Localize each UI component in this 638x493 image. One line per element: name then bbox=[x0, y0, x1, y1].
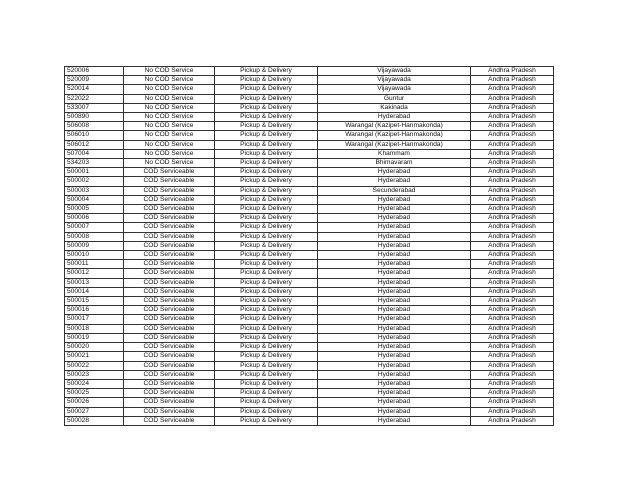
cod-status-cell: COD Serviceable bbox=[124, 278, 215, 287]
table-row bbox=[65, 361, 554, 370]
city-cell: Hyderabad bbox=[318, 389, 471, 398]
state-cell: Andhra Pradesh bbox=[471, 76, 554, 85]
table-row bbox=[65, 352, 554, 361]
pincode-cell: 500011 bbox=[65, 260, 124, 269]
state-cell: Andhra Pradesh bbox=[471, 186, 554, 195]
pincode-cell: 500005 bbox=[65, 205, 124, 214]
pincode-cell: 506010 bbox=[65, 131, 124, 140]
state-cell: Andhra Pradesh bbox=[471, 177, 554, 186]
cod-status-cell: COD Serviceable bbox=[124, 195, 215, 204]
cod-status-cell: COD Serviceable bbox=[124, 232, 215, 241]
pincode-cell: 500021 bbox=[65, 352, 124, 361]
cod-status-cell: COD Serviceable bbox=[124, 361, 215, 370]
table-row bbox=[65, 205, 554, 214]
state-cell: Andhra Pradesh bbox=[471, 324, 554, 333]
city-cell: Hyderabad bbox=[318, 407, 471, 416]
city-cell: Warangal (Kazipet-Hanmakonda) bbox=[318, 122, 471, 131]
table-row bbox=[65, 241, 554, 250]
city-cell: Hyderabad bbox=[318, 260, 471, 269]
city-cell: Hyderabad bbox=[318, 379, 471, 388]
pincode-cell: 507004 bbox=[65, 149, 124, 158]
state-cell: Andhra Pradesh bbox=[471, 407, 554, 416]
city-cell: Bhimavaram bbox=[318, 159, 471, 168]
city-cell: Hyderabad bbox=[318, 195, 471, 204]
service-type-cell: Pickup & Delivery bbox=[215, 407, 318, 416]
service-type-cell: Pickup & Delivery bbox=[215, 306, 318, 315]
service-type-cell: Pickup & Delivery bbox=[215, 76, 318, 85]
city-cell: Hyderabad bbox=[318, 168, 471, 177]
cod-status-cell: No COD Service bbox=[124, 103, 215, 112]
pincode-cell: 500027 bbox=[65, 407, 124, 416]
cod-status-cell: COD Serviceable bbox=[124, 315, 215, 324]
service-type-cell: Pickup & Delivery bbox=[215, 297, 318, 306]
pincode-cell: 500015 bbox=[65, 297, 124, 306]
state-cell: Andhra Pradesh bbox=[471, 241, 554, 250]
pincode-cell: 500016 bbox=[65, 306, 124, 315]
table-row bbox=[65, 370, 554, 379]
table-row bbox=[65, 76, 554, 85]
state-cell: Andhra Pradesh bbox=[471, 195, 554, 204]
pincode-cell: 500010 bbox=[65, 251, 124, 260]
cod-status-cell: COD Serviceable bbox=[124, 370, 215, 379]
cod-status-cell: COD Serviceable bbox=[124, 223, 215, 232]
cod-status-cell: COD Serviceable bbox=[124, 297, 215, 306]
cod-status-cell: No COD Service bbox=[124, 94, 215, 103]
cod-status-cell: COD Serviceable bbox=[124, 389, 215, 398]
service-type-cell: Pickup & Delivery bbox=[215, 287, 318, 296]
pincode-cell: 500012 bbox=[65, 269, 124, 278]
state-cell: Andhra Pradesh bbox=[471, 159, 554, 168]
table-row bbox=[65, 67, 554, 76]
table-row bbox=[65, 306, 554, 315]
state-cell: Andhra Pradesh bbox=[471, 131, 554, 140]
state-cell: Andhra Pradesh bbox=[471, 94, 554, 103]
city-cell: Hyderabad bbox=[318, 324, 471, 333]
city-cell: Hyderabad bbox=[318, 297, 471, 306]
pincode-cell: 500007 bbox=[65, 223, 124, 232]
service-type-cell: Pickup & Delivery bbox=[215, 168, 318, 177]
table-row bbox=[65, 214, 554, 223]
table-row bbox=[65, 251, 554, 260]
state-cell: Andhra Pradesh bbox=[471, 269, 554, 278]
city-cell: Hyderabad bbox=[318, 214, 471, 223]
service-type-cell: Pickup & Delivery bbox=[215, 177, 318, 186]
city-cell: Hyderabad bbox=[318, 278, 471, 287]
state-cell: Andhra Pradesh bbox=[471, 168, 554, 177]
city-cell: Hyderabad bbox=[318, 223, 471, 232]
pincode-cell: 500020 bbox=[65, 343, 124, 352]
state-cell: Andhra Pradesh bbox=[471, 278, 554, 287]
cod-status-cell: COD Serviceable bbox=[124, 241, 215, 250]
table-row bbox=[65, 407, 554, 416]
service-type-cell: Pickup & Delivery bbox=[215, 370, 318, 379]
pincode-cell: 500014 bbox=[65, 287, 124, 296]
state-cell: Andhra Pradesh bbox=[471, 315, 554, 324]
service-type-cell: Pickup & Delivery bbox=[215, 103, 318, 112]
table-row bbox=[65, 278, 554, 287]
table-row bbox=[65, 149, 554, 158]
state-cell: Andhra Pradesh bbox=[471, 103, 554, 112]
state-cell: Andhra Pradesh bbox=[471, 416, 554, 425]
cod-status-cell: COD Serviceable bbox=[124, 324, 215, 333]
state-cell: Andhra Pradesh bbox=[471, 214, 554, 223]
cod-status-cell: COD Serviceable bbox=[124, 168, 215, 177]
state-cell: Andhra Pradesh bbox=[471, 287, 554, 296]
cod-status-cell: COD Serviceable bbox=[124, 287, 215, 296]
table-row bbox=[65, 333, 554, 342]
city-cell: Kakinada bbox=[318, 103, 471, 112]
pincode-cell: 500026 bbox=[65, 398, 124, 407]
service-type-cell: Pickup & Delivery bbox=[215, 113, 318, 122]
city-cell: Warangal (Kazipet-Hanmakonda) bbox=[318, 140, 471, 149]
service-type-cell: Pickup & Delivery bbox=[215, 251, 318, 260]
city-cell: Guntur bbox=[318, 94, 471, 103]
state-cell: Andhra Pradesh bbox=[471, 389, 554, 398]
service-type-cell: Pickup & Delivery bbox=[215, 379, 318, 388]
service-type-cell: Pickup & Delivery bbox=[215, 278, 318, 287]
state-cell: Andhra Pradesh bbox=[471, 260, 554, 269]
table-row bbox=[65, 287, 554, 296]
table-row bbox=[65, 398, 554, 407]
pincode-cell: 500002 bbox=[65, 177, 124, 186]
service-type-cell: Pickup & Delivery bbox=[215, 159, 318, 168]
cod-status-cell: COD Serviceable bbox=[124, 205, 215, 214]
pincode-cell: 520006 bbox=[65, 67, 124, 76]
service-type-cell: Pickup & Delivery bbox=[215, 398, 318, 407]
pincode-cell: 534203 bbox=[65, 159, 124, 168]
state-cell: Andhra Pradesh bbox=[471, 306, 554, 315]
city-cell: Hyderabad bbox=[318, 287, 471, 296]
city-cell: Hyderabad bbox=[318, 370, 471, 379]
state-cell: Andhra Pradesh bbox=[471, 122, 554, 131]
city-cell: Hyderabad bbox=[318, 315, 471, 324]
cod-status-cell: COD Serviceable bbox=[124, 379, 215, 388]
service-type-cell: Pickup & Delivery bbox=[215, 241, 318, 250]
city-cell: Hyderabad bbox=[318, 205, 471, 214]
cod-status-cell: COD Serviceable bbox=[124, 398, 215, 407]
table-row bbox=[65, 177, 554, 186]
table-row bbox=[65, 94, 554, 103]
pincode-cell: 500003 bbox=[65, 186, 124, 195]
service-type-cell: Pickup & Delivery bbox=[215, 269, 318, 278]
city-cell: Hyderabad bbox=[318, 306, 471, 315]
pincode-cell: 533007 bbox=[65, 103, 124, 112]
service-type-cell: Pickup & Delivery bbox=[215, 94, 318, 103]
pincode-cell: 500001 bbox=[65, 168, 124, 177]
state-cell: Andhra Pradesh bbox=[471, 85, 554, 94]
state-cell: Andhra Pradesh bbox=[471, 149, 554, 158]
cod-status-cell: No COD Service bbox=[124, 131, 215, 140]
table-row bbox=[65, 186, 554, 195]
cod-status-cell: No COD Service bbox=[124, 149, 215, 158]
pincode-cell: 500004 bbox=[65, 195, 124, 204]
pincode-cell: 500023 bbox=[65, 370, 124, 379]
service-type-cell: Pickup & Delivery bbox=[215, 232, 318, 241]
service-type-cell: Pickup & Delivery bbox=[215, 343, 318, 352]
city-cell: Hyderabad bbox=[318, 352, 471, 361]
table-row bbox=[65, 168, 554, 177]
table-row bbox=[65, 324, 554, 333]
pincode-cell: 500018 bbox=[65, 324, 124, 333]
city-cell: Hyderabad bbox=[318, 361, 471, 370]
table-row bbox=[65, 232, 554, 241]
city-cell: Hyderabad bbox=[318, 241, 471, 250]
service-type-cell: Pickup & Delivery bbox=[215, 140, 318, 149]
service-type-cell: Pickup & Delivery bbox=[215, 361, 318, 370]
pincode-cell: 500006 bbox=[65, 214, 124, 223]
service-type-cell: Pickup & Delivery bbox=[215, 416, 318, 425]
table-row bbox=[65, 131, 554, 140]
city-cell: Vijayawada bbox=[318, 85, 471, 94]
service-type-cell: Pickup & Delivery bbox=[215, 195, 318, 204]
cod-status-cell: COD Serviceable bbox=[124, 333, 215, 342]
state-cell: Andhra Pradesh bbox=[471, 343, 554, 352]
pincode-cell: 522022 bbox=[65, 94, 124, 103]
cod-status-cell: No COD Service bbox=[124, 140, 215, 149]
cod-status-cell: No COD Service bbox=[124, 85, 215, 94]
table-row bbox=[65, 195, 554, 204]
city-cell: Hyderabad bbox=[318, 269, 471, 278]
cod-status-cell: COD Serviceable bbox=[124, 352, 215, 361]
state-cell: Andhra Pradesh bbox=[471, 140, 554, 149]
city-cell: Warangal (Kazipet-Hanmakonda) bbox=[318, 131, 471, 140]
table-body bbox=[65, 67, 554, 426]
table-row bbox=[65, 122, 554, 131]
state-cell: Andhra Pradesh bbox=[471, 352, 554, 361]
service-type-cell: Pickup & Delivery bbox=[215, 214, 318, 223]
service-type-cell: Pickup & Delivery bbox=[215, 149, 318, 158]
table-row bbox=[65, 343, 554, 352]
city-cell: Hyderabad bbox=[318, 343, 471, 352]
cod-status-cell: COD Serviceable bbox=[124, 306, 215, 315]
table-row bbox=[65, 297, 554, 306]
cod-status-cell: COD Serviceable bbox=[124, 343, 215, 352]
city-cell: Secunderabad bbox=[318, 186, 471, 195]
pincode-cell: 500017 bbox=[65, 315, 124, 324]
table-row bbox=[65, 379, 554, 388]
table-row bbox=[65, 416, 554, 425]
city-cell: Hyderabad bbox=[318, 333, 471, 342]
service-type-cell: Pickup & Delivery bbox=[215, 260, 318, 269]
state-cell: Andhra Pradesh bbox=[471, 251, 554, 260]
pincode-cell: 500025 bbox=[65, 389, 124, 398]
city-cell: Hyderabad bbox=[318, 232, 471, 241]
service-type-cell: Pickup & Delivery bbox=[215, 131, 318, 140]
cod-status-cell: COD Serviceable bbox=[124, 407, 215, 416]
pincode-cell: 520009 bbox=[65, 76, 124, 85]
cod-status-cell: COD Serviceable bbox=[124, 186, 215, 195]
cod-status-cell: COD Serviceable bbox=[124, 214, 215, 223]
table-row bbox=[65, 315, 554, 324]
cod-status-cell: No COD Service bbox=[124, 76, 215, 85]
city-cell: Vijayawada bbox=[318, 67, 471, 76]
table-row bbox=[65, 260, 554, 269]
state-cell: Andhra Pradesh bbox=[471, 398, 554, 407]
pincode-cell: 500008 bbox=[65, 232, 124, 241]
city-cell: Vijayawada bbox=[318, 76, 471, 85]
service-type-cell: Pickup & Delivery bbox=[215, 205, 318, 214]
city-cell: Hyderabad bbox=[318, 416, 471, 425]
city-cell: Hyderabad bbox=[318, 177, 471, 186]
cod-status-cell: No COD Service bbox=[124, 113, 215, 122]
state-cell: Andhra Pradesh bbox=[471, 223, 554, 232]
city-cell: Hyderabad bbox=[318, 251, 471, 260]
state-cell: Andhra Pradesh bbox=[471, 333, 554, 342]
table-row bbox=[65, 269, 554, 278]
service-type-cell: Pickup & Delivery bbox=[215, 333, 318, 342]
state-cell: Andhra Pradesh bbox=[471, 370, 554, 379]
pincode-cell: 500019 bbox=[65, 333, 124, 342]
service-type-cell: Pickup & Delivery bbox=[215, 324, 318, 333]
city-cell: Hyderabad bbox=[318, 113, 471, 122]
cod-status-cell: COD Serviceable bbox=[124, 269, 215, 278]
cod-status-cell: COD Serviceable bbox=[124, 177, 215, 186]
cod-status-cell: No COD Service bbox=[124, 67, 215, 76]
state-cell: Andhra Pradesh bbox=[471, 205, 554, 214]
cod-status-cell: COD Serviceable bbox=[124, 416, 215, 425]
service-type-cell: Pickup & Delivery bbox=[215, 122, 318, 131]
cod-status-cell: No COD Service bbox=[124, 159, 215, 168]
pincode-cell: 520014 bbox=[65, 85, 124, 94]
table-row bbox=[65, 85, 554, 94]
service-type-cell: Pickup & Delivery bbox=[215, 315, 318, 324]
pincode-cell: 506012 bbox=[65, 140, 124, 149]
state-cell: Andhra Pradesh bbox=[471, 379, 554, 388]
state-cell: Andhra Pradesh bbox=[471, 113, 554, 122]
service-type-cell: Pickup & Delivery bbox=[215, 352, 318, 361]
pincode-cell: 500024 bbox=[65, 379, 124, 388]
pincode-table bbox=[64, 66, 554, 426]
state-cell: Andhra Pradesh bbox=[471, 67, 554, 76]
state-cell: Andhra Pradesh bbox=[471, 361, 554, 370]
table-row bbox=[65, 103, 554, 112]
table-row bbox=[65, 159, 554, 168]
city-cell: Khammam bbox=[318, 149, 471, 158]
table-row bbox=[65, 113, 554, 122]
service-type-cell: Pickup & Delivery bbox=[215, 186, 318, 195]
pincode-cell: 500013 bbox=[65, 278, 124, 287]
cod-status-cell: COD Serviceable bbox=[124, 260, 215, 269]
pincode-cell: 500022 bbox=[65, 361, 124, 370]
table-row bbox=[65, 140, 554, 149]
table-row bbox=[65, 223, 554, 232]
pincode-cell: 500009 bbox=[65, 241, 124, 250]
service-type-cell: Pickup & Delivery bbox=[215, 223, 318, 232]
service-type-cell: Pickup & Delivery bbox=[215, 389, 318, 398]
pincode-cell: 500890 bbox=[65, 113, 124, 122]
state-cell: Andhra Pradesh bbox=[471, 232, 554, 241]
table-row bbox=[65, 389, 554, 398]
city-cell: Hyderabad bbox=[318, 398, 471, 407]
service-type-cell: Pickup & Delivery bbox=[215, 85, 318, 94]
cod-status-cell: COD Serviceable bbox=[124, 251, 215, 260]
cod-status-cell: No COD Service bbox=[124, 122, 215, 131]
state-cell: Andhra Pradesh bbox=[471, 297, 554, 306]
service-type-cell: Pickup & Delivery bbox=[215, 67, 318, 76]
pincode-cell: 506008 bbox=[65, 122, 124, 131]
pincode-cell: 500028 bbox=[65, 416, 124, 425]
